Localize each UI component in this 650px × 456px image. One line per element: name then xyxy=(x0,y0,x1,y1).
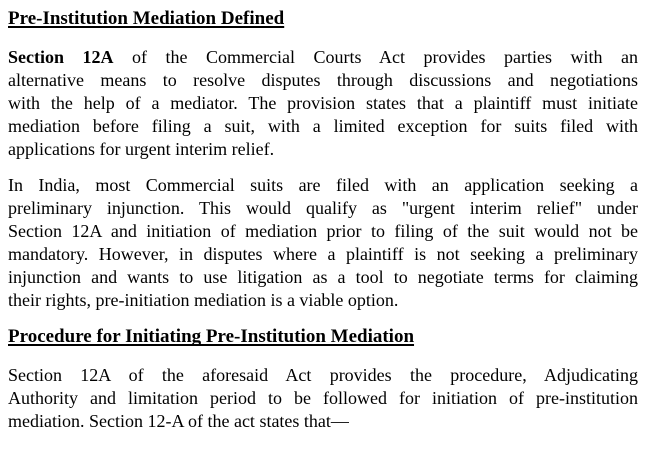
paragraph-section-12a-procedure xyxy=(8,364,638,433)
text-line: their rights, pre-initiation mediation is a viable option. xyxy=(8,290,399,310)
text-line: Section 12A of the Commercial Courts Act provides parties with an xyxy=(8,47,639,67)
text-line: injunction and wants to use litigation as a tool to negotiate terms for claiming xyxy=(8,267,638,287)
text-line: Section 12A and initiation of mediation prior to filing of the suit would not be xyxy=(8,221,638,241)
text-line: mediation before filing a suit, with a limited exception for suits filed with xyxy=(8,116,638,136)
text-line: mediation. Section 12-A of the act states that— xyxy=(8,411,349,431)
paragraph-section-12a-definition xyxy=(8,46,638,161)
text-line: In India, most Commercial suits are filed with an application seeking a xyxy=(8,175,638,195)
section-heading-text: Procedure for Initiating Pre-Institution Mediation xyxy=(8,326,415,347)
text-line: mandatory. However, in disputes where a plaintiff is not seeking a preliminary xyxy=(8,244,638,264)
heading-procedure-for-initiating-pre-institution-mediation xyxy=(8,325,638,348)
heading-pre-institution-mediation-defined xyxy=(8,7,638,30)
text-line: applications for urgent interim relief. xyxy=(8,139,275,159)
text-line: Authority and limitation period to be followed for initiation of pre-institution xyxy=(8,388,638,408)
document-body xyxy=(8,7,638,433)
text-line: alternative means to resolve disputes through discussions and negotiations xyxy=(8,70,638,90)
text-line: Section 12A of the aforesaid Act provides the procedure, Adjudicating xyxy=(8,365,638,385)
text-line: with the help of a mediator. The provision states that a plaintiff must initiate xyxy=(8,93,638,113)
text-line: preliminary injunction. This would qualify as "urgent interim relief" under xyxy=(8,198,638,218)
section-heading-text: Pre-Institution Mediation Defined xyxy=(8,8,285,29)
bold-lead-text: Section 12A xyxy=(8,47,114,67)
paragraph-india-commercial-suits xyxy=(8,174,638,312)
